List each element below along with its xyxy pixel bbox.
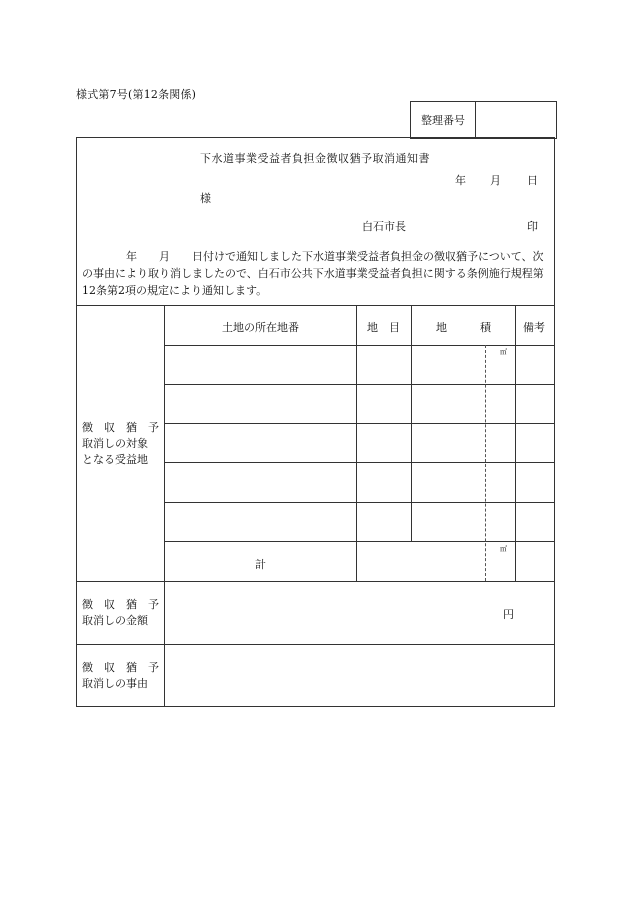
area-decimal-divider bbox=[485, 345, 486, 581]
serial-number-label: 整理番号 bbox=[411, 102, 476, 139]
total-area-unit: ㎡ bbox=[500, 545, 507, 553]
seal-mark: 印 bbox=[527, 220, 538, 233]
serial-number-field[interactable] bbox=[476, 102, 557, 139]
total-label: 計 bbox=[255, 558, 266, 571]
amount-label-line-2: 取消しの金額 bbox=[82, 614, 148, 627]
target-label-line-2: 取消しの対象 bbox=[82, 437, 148, 450]
notice-body: 年 月 日付けで通知しました下水道事業受益者負担金の徴収猶予について、次の事由により取り消しましたので、白石市公共下水道事業受益者負担に関する条例施行規程第12条第2項の規定により通知します。 bbox=[82, 250, 544, 297]
header-row-border bbox=[164, 345, 555, 346]
target-label-line-3: となる受益地 bbox=[82, 453, 148, 466]
issuer-mayor: 白石市長 bbox=[362, 220, 406, 233]
label-column-border bbox=[164, 305, 165, 707]
area-unit: ㎡ bbox=[500, 348, 507, 356]
reason-row-border bbox=[76, 644, 555, 645]
notes-column-border bbox=[515, 305, 516, 582]
document-title: 下水道事業受益者負担金徴収猶予取消通知書 bbox=[200, 152, 430, 165]
reason-label bbox=[82, 660, 159, 692]
amount-row-border bbox=[76, 581, 555, 582]
amount-label-line-1: 徴 収 猶 予 bbox=[82, 598, 159, 611]
header-location: 土地の所在地番 bbox=[222, 321, 299, 334]
header-notes: 備考 bbox=[523, 321, 545, 334]
date-year: 年 bbox=[455, 174, 466, 187]
row-border bbox=[164, 423, 555, 424]
form-id: 様式第7号(第12条関係) bbox=[76, 88, 197, 101]
category-column-border bbox=[356, 305, 357, 582]
row-border bbox=[164, 384, 555, 385]
row-border bbox=[164, 502, 555, 503]
target-label-line-1: 徴 収 猶 予 bbox=[82, 421, 159, 434]
reason-label-line-1: 徴 収 猶 予 bbox=[82, 661, 159, 674]
target-land-label bbox=[82, 420, 159, 468]
header-category: 地 目 bbox=[367, 321, 400, 334]
amount-label bbox=[82, 597, 159, 629]
header-area: 地 積 bbox=[436, 321, 491, 334]
serial-number-box bbox=[410, 101, 557, 139]
reason-label-line-2: 取消しの事由 bbox=[82, 677, 148, 690]
row-border bbox=[164, 462, 555, 463]
date-day: 日 bbox=[527, 174, 538, 187]
date-month: 月 bbox=[490, 174, 501, 187]
total-row-border bbox=[164, 541, 555, 542]
table-top-border bbox=[76, 305, 555, 306]
amount-unit: 円 bbox=[503, 608, 514, 621]
recipient-honorific: 様 bbox=[200, 192, 211, 205]
area-column-border bbox=[411, 305, 412, 542]
